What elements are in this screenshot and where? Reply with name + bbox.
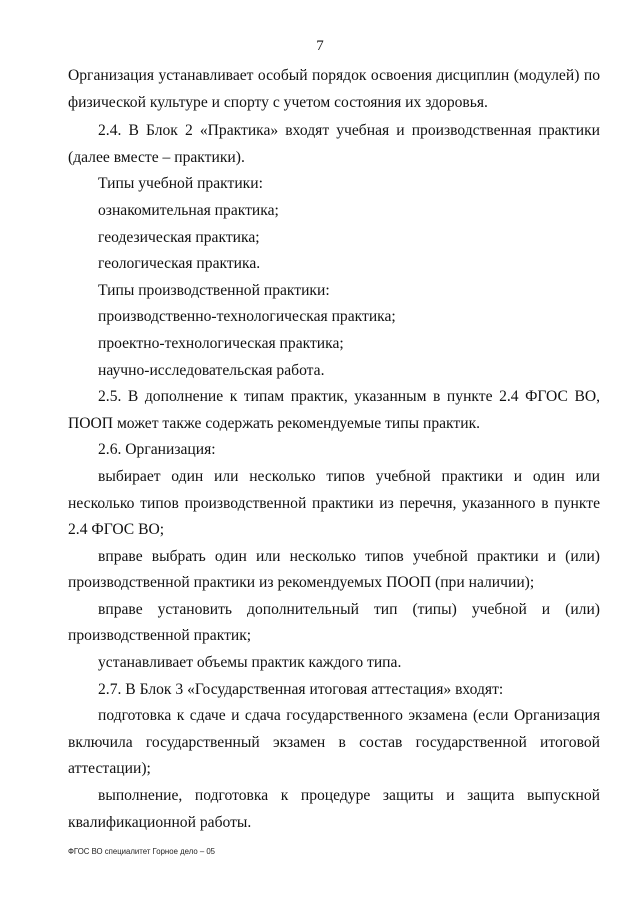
page-number: 7 bbox=[316, 38, 324, 54]
paragraph-7: Типы производственной практики: bbox=[98, 281, 330, 299]
paragraph-13: выбирает один или несколько типов учебной практики и один или несколько типов производственной практики из перечня, указанного в пункте 2.4 ФГОС ВО; bbox=[68, 467, 600, 539]
paragraph-18: подготовка к сдаче и сдача государственного экзамена (если Организация включила государственный экзамен в состав государственной итоговой аттестации); bbox=[68, 707, 600, 778]
paragraph-14: вправе выбрать один или несколько типов учебной практики и (или) производственной практики из рекомендуемых ПООП (при наличии); bbox=[68, 547, 600, 592]
paragraph-5: геодезическая практика; bbox=[98, 228, 260, 246]
paragraph-4: ознакомительная практика; bbox=[98, 201, 279, 219]
document-body bbox=[68, 63, 600, 836]
paragraph-12: 2.6. Организация: bbox=[98, 441, 216, 459]
paragraph-3: Типы учебной практики: bbox=[98, 175, 263, 193]
paragraph-8: производственно-технологическая практика; bbox=[98, 308, 396, 326]
paragraph-16: устанавливает объемы практик каждого типа. bbox=[98, 654, 402, 672]
footer-note: ФГОС ВО специалитет Горное дело – 05 bbox=[68, 847, 216, 856]
paragraph-2: 2.4. В Блок 2 «Практика» входят учебная и производственная практики (далее вместе – практики). bbox=[68, 122, 600, 166]
paragraph-15: вправе установить дополнительный тип (типы) учебной и (или) производственной практик; bbox=[68, 600, 600, 645]
paragraph-10: научно-исследовательская работа. bbox=[98, 361, 325, 379]
paragraph-17: 2.7. В Блок 3 «Государственная итоговая аттестация» входят: bbox=[98, 680, 504, 698]
paragraph-6: геологическая практика. bbox=[98, 255, 261, 273]
paragraph-1: Организация устанавливает особый порядок освоения дисциплин (модулей) по физической культуре и спорту с учетом состояния их здоровья. bbox=[68, 67, 600, 111]
paragraph-11: 2.5. В дополнение к типам практик, указанным в пункте 2.4 ФГОС ВО, ПООП может также содержать рекомендуемые типы практик. bbox=[68, 388, 600, 432]
paragraph-19: выполнение, подготовка к процедуре защиты и защита выпускной квалификационной работы. bbox=[68, 787, 600, 831]
paragraph-9: проектно-технологическая практика; bbox=[98, 334, 344, 352]
